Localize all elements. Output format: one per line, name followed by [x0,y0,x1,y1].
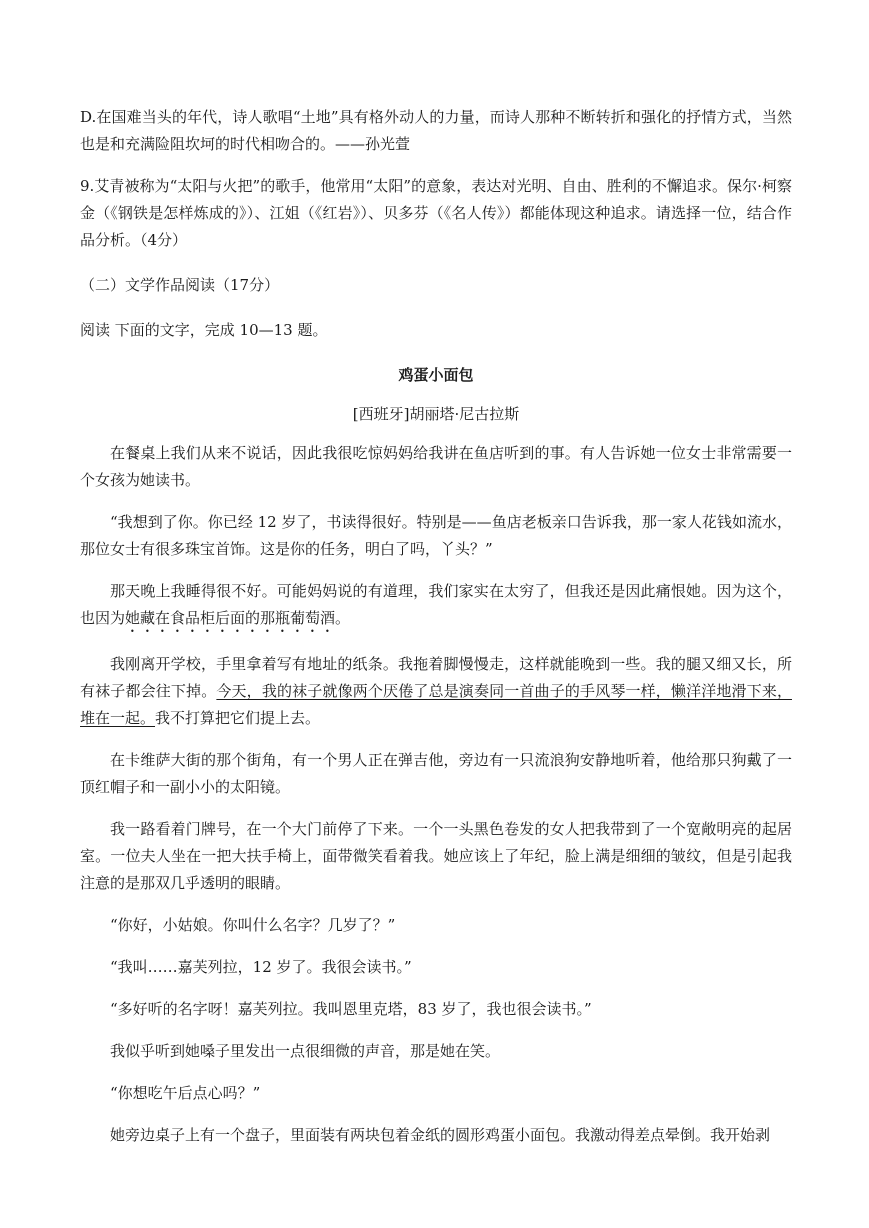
option-d: D.在国难当头的年代，诗人歌唱“土地”具有格外动人的力量，而诗人那种不断转折和强化的抒情方式，当然也是和充满险阻坎坷的时代相吻合的。——孙光萱 [80,108,792,153]
underlined-sentence: 今天，我的袜子就像两个厌倦了总是演奏同一首曲子的手风琴一样，懒洋洋地滑下来，堆在一起。 [80,682,792,727]
paragraph-8: “我叫……嘉芙列拉，12 岁了。我很会读书。” [110,958,412,976]
reading-instruction: 阅读 下面的文字，完成 10—13 题。 [80,321,328,339]
section-heading: （二）文学作品阅读（17分） [80,276,280,294]
paragraph-4-text: 我刚离开学校，手里拿着写有地址的纸条。我拖着脚慢慢走，这样就能晚到一些。我的腿又细又长，所有袜子都会往下掉。 [80,655,792,700]
paragraph-9: “多好听的名字呀！嘉芙列拉。我叫恩里克塔，83 岁了，我也很会读书。” [110,1000,592,1018]
paragraph-11: “你想吃午后点心吗？” [110,1084,261,1102]
paragraph-3-end: 。 [335,609,351,627]
paragraph-4 [80,651,792,732]
article-title: 鸡蛋小面包 [398,366,474,384]
paragraph-12: 她旁边桌子上有一个盘子，里面装有两块包着金纸的圆形鸡蛋小面包。我激动得差点晕倒。我开始剥 [110,1126,771,1144]
paragraph-10: 我似乎听到她嗓子里发出一点很细微的声音，那是她在笑。 [110,1042,501,1060]
paragraph-4-end: 我不打算把它们提上去。 [155,709,321,727]
paragraph-2: “我想到了你。你已经 12 岁了，书读得很好。特别是——鱼店老板亲口告诉我，那一家人花钱如流水，那位女士有很多珠宝首饰。这是你的任务，明白了吗，丫头？” [80,513,792,558]
paragraph-3-text: 那天晚上我睡得很不好。可能妈妈说的有道理，我们家实在太穷了，但我还是因此痛恨她。因为这个，也因为 [80,582,792,627]
emphasized-phrase: 她藏在食品柜后面的那瓶葡萄酒 [125,609,336,627]
paragraph-6: 我一路看着门牌号，在一个大门前停了下来。一个一头黑色卷发的女人把我带到了一个宽敞明亮的起居室。一位夫人坐在一把大扶手椅上，面带微笑看着我。她应该上了年纪，脸上满是细细的皱纹，但是引起我注意的是那双几乎透明的眼睛。 [80,820,792,892]
paragraph-1: 在餐桌上我们从来不说话，因此我很吃惊妈妈给我讲在鱼店听到的事。有人告诉她一位女士非常需要一个女孩为她读书。 [80,444,792,489]
question-9: 9.艾青被称为“太阳与火把”的歌手，他常用“太阳”的意象，表达对光明、自由、胜利的不懈追求。保尔·柯察金（《钢铁是怎样炼成的》）、江姐（《红岩》）、贝多芬（《名人传》）都能体现这种追求。请选择一位，结合作品分析。（4分） [80,177,792,249]
paragraph-7: “你好，小姑娘。你叫什么名字？几岁了？” [110,916,396,934]
paragraph-5: 在卡维萨大街的那个街角，有一个男人正在弹吉他，旁边有一只流浪狗安静地听着，他给那只狗戴了一顶红帽子和一副小小的太阳镜。 [80,751,792,796]
article-author: [西班牙]胡丽塔·尼古拉斯 [352,405,520,423]
document-page [80,104,792,1149]
paragraph-3 [80,578,792,636]
